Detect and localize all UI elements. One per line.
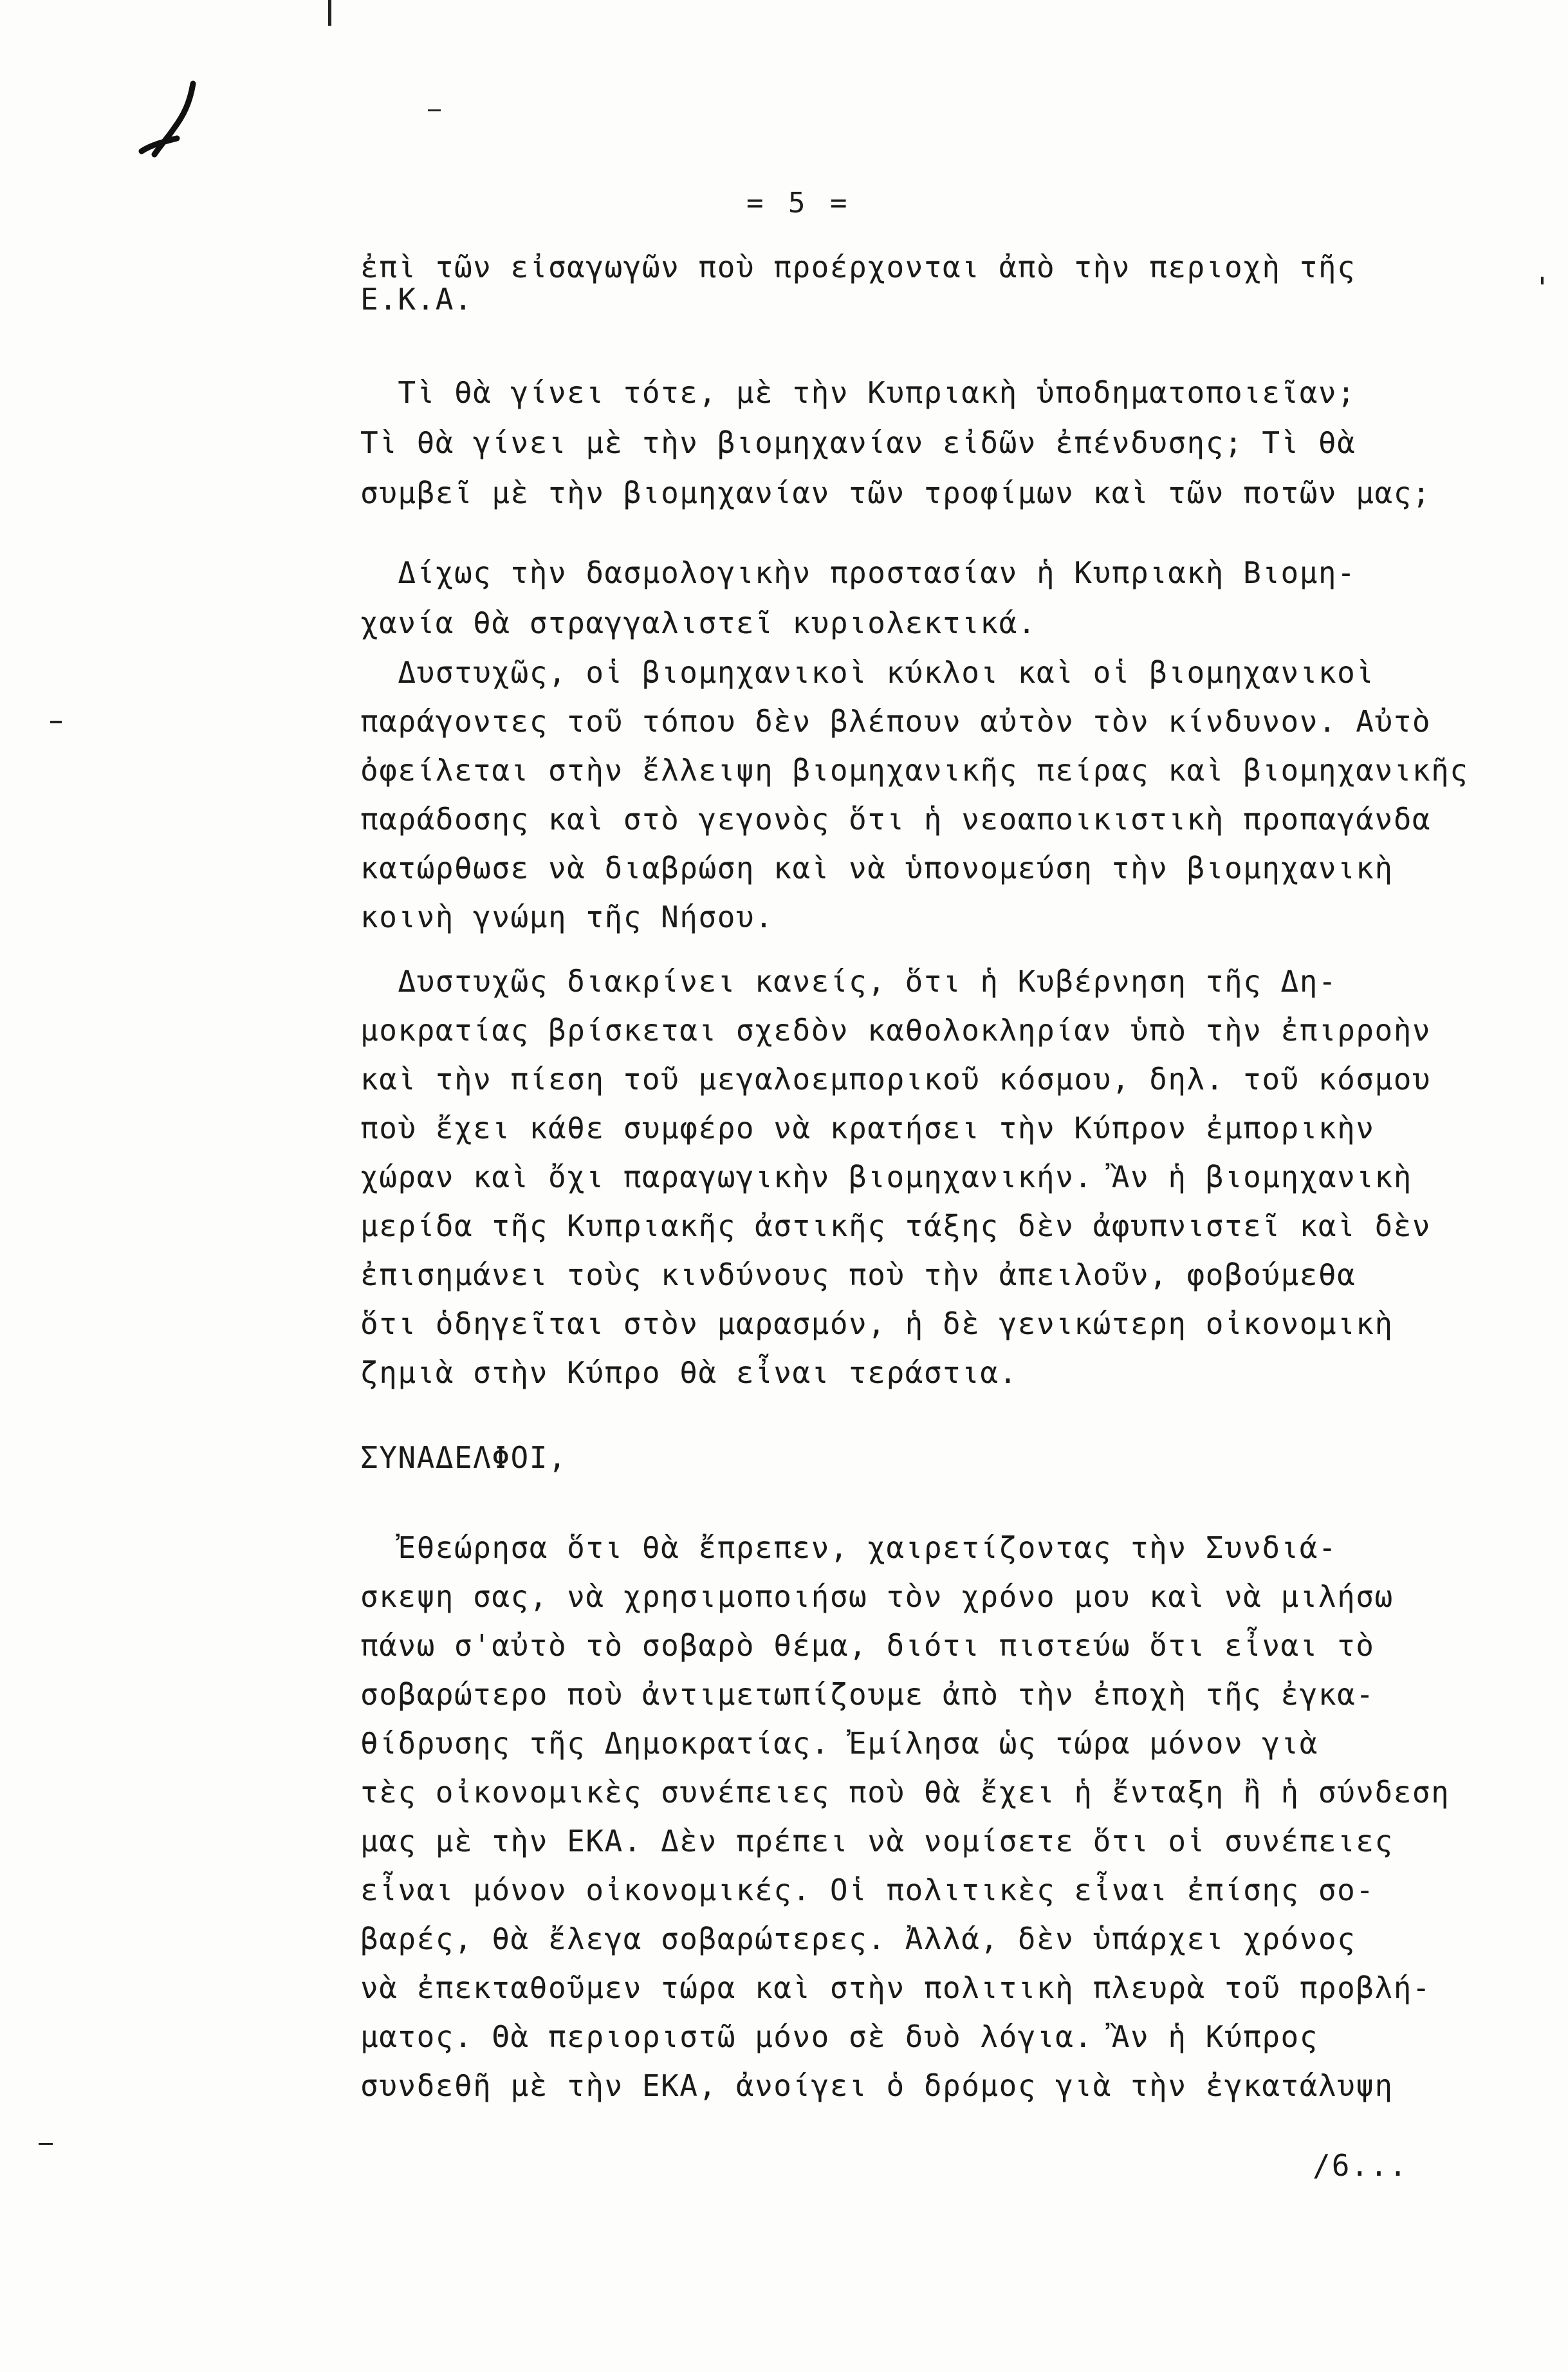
- paragraph: [360, 1532, 1512, 2102]
- continuation-marker: /6...: [1313, 2148, 1408, 2183]
- text-line: ὅτι ὁδηγεῖται στὸν μαρασμόν, ἡ δὲ γενικώτερη οἰκονομικὴ: [360, 1306, 1394, 1341]
- text-line: Ἐθεώρησα ὅτι θὰ ἔπρεπεν, χαιρετίζοντας τὴν Συνδιά-: [360, 1530, 1338, 1565]
- text-line: τὲς οἰκονομικὲς συνέπειες ποὺ θὰ ἔχει ἡ ἔνταξη ἢ ἡ σύνδεση: [360, 1775, 1450, 1810]
- paragraph: [360, 376, 1512, 509]
- text-line: παράγοντες τοῦ τόπου δὲν βλέπουν αὐτὸν τὸν κίνδυνον. Αὐτὸ: [360, 704, 1432, 739]
- handwritten-mark: [129, 77, 219, 174]
- text-line: Τὶ θὰ γίνει τότε, μὲ τὴν Κυπριακὴ ὑποδηματοποιεῖαν;: [360, 375, 1356, 410]
- section-heading: ΣΥΝΑΔΕΛΦΟΙ,: [360, 1440, 567, 1475]
- text-line: Τὶ θὰ γίνει μὲ τὴν βιομηχανίαν εἰδῶν ἐπένδυσης; Τὶ θὰ: [360, 425, 1356, 460]
- text-line: ζημιὰ στὴν Κύπρο θὰ εἶναι τεράστια.: [360, 1355, 1018, 1390]
- stray-mark-right: [1541, 277, 1544, 284]
- text-line: χανία θὰ στραγγαλιστεῖ κυριολεκτικά.: [360, 606, 1037, 640]
- text-line: συμβεῖ μὲ τὴν βιομηχανίαν τῶν τροφίμων καὶ τῶν ποτῶν μας;: [360, 476, 1432, 510]
- text-line: ἐπὶ τῶν εἰσαγωγῶν ποὺ προέρχονται ἀπὸ τὴν περιοχὴ τῆς: [360, 250, 1356, 284]
- text-line: Δυστυχῶς, οἱ βιομηχανικοὶ κύκλοι καὶ οἱ βιομηχανικοὶ: [360, 655, 1375, 690]
- text-line: σοβαρώτερο ποὺ ἀντιμετωπίζουμε ἀπὸ τὴν ἐποχὴ τῆς ἐγκα-: [360, 1677, 1375, 1712]
- text-line: βαρές, θὰ ἔλεγα σοβαρώτερες. Ἀλλά, δὲν ὑπάρχει χρόνος: [360, 1922, 1356, 1956]
- text-line: σκεψη σας, νὰ χρησιμοποιήσω τὸν χρόνο μου καὶ νὰ μιλήσω: [360, 1579, 1394, 1614]
- text-line: ὀφείλεται στὴν ἔλλειψη βιομηχανικῆς πείρας καὶ βιομηχανικῆς: [360, 753, 1469, 788]
- text-line: Ε.Κ.Α.: [360, 282, 474, 317]
- text-line: Δυστυχῶς διακρίνει κανείς, ὅτι ἡ Κυβέρνηση τῆς Δη-: [360, 964, 1338, 999]
- text-line: θίδρυσης τῆς Δημοκρατίας. Ἐμίλησα ὡς τώρα μόνον γιὰ: [360, 1726, 1318, 1761]
- text-line: ματος. Θὰ περιοριστῶ μόνο σὲ δυὸ λόγια. Ἂν ἡ Κύπρος: [360, 2019, 1318, 2054]
- paragraph: [360, 965, 1512, 1389]
- text-line: χώραν καὶ ὄχι παραγωγικὴν βιομηχανικήν. Ἂν ἡ βιομηχανικὴ: [360, 1160, 1412, 1194]
- paragraph: [360, 557, 1512, 639]
- text-line: ποὺ ἔχει κάθε συμφέρο νὰ κρατήσει τὴν Κύπρον ἐμπορικὴν: [360, 1111, 1375, 1145]
- stray-mark-dash: [428, 109, 441, 111]
- text-line: μερίδα τῆς Κυπριακῆς ἀστικῆς τάξης δὲν ἀφυπνιστεῖ καὶ δὲν: [360, 1209, 1432, 1243]
- text-line: νὰ ἐπεκταθοῦμεν τώρα καὶ στὴν πολιτικὴ πλευρὰ τοῦ προβλή-: [360, 1970, 1432, 2005]
- text-line: εἶναι μόνον οἰκονομικές. Οἱ πολιτικὲς εἶναι ἐπίσης σο-: [360, 1873, 1375, 1907]
- text-line: κατώρθωσε νὰ διαβρώση καὶ νὰ ὑπονομεύση τὴν βιομηχανικὴ: [360, 851, 1394, 885]
- stray-mark-left-2: [39, 2143, 53, 2145]
- stray-mark-left: [50, 721, 62, 723]
- text-line: ἐπισημάνει τοὺς κινδύνους ποὺ τὴν ἀπειλοῦν, φοβούμεθα: [360, 1257, 1356, 1292]
- text-line: μας μὲ τὴν ΕΚΑ. Δὲν πρέπει νὰ νομίσετε ὅτι οἱ συνέπειες: [360, 1824, 1394, 1858]
- text-line: πάνω σ'αὐτὸ τὸ σοβαρὸ θέμα, διότι πιστεύω ὅτι εἶναι τὸ: [360, 1628, 1375, 1663]
- text-line: καὶ τὴν πίεση τοῦ μεγαλοεμπορικοῦ κόσμου, δηλ. τοῦ κόσμου: [360, 1062, 1432, 1097]
- text-line: μοκρατίας βρίσκεται σχεδὸν καθολοκληρίαν ὑπὸ τὴν ἐπιρροὴν: [360, 1013, 1432, 1048]
- text-line: Δίχως τὴν δασμολογικὴν προστασίαν ἡ Κυπριακὴ Βιομη-: [360, 555, 1356, 590]
- text-line: παράδοσης καὶ στὸ γεγονὸς ὅτι ἡ νεοαποικιστικὴ προπαγάνδα: [360, 802, 1432, 837]
- text-line: κοινὴ γνώμη τῆς Νήσου.: [360, 900, 774, 934]
- stray-mark-top: [328, 0, 331, 26]
- paragraph: [360, 656, 1512, 933]
- text-line: συνδεθῆ μὲ τὴν ΕΚΑ, ἀνοίγει ὁ δρόμος γιὰ τὴν ἐγκατάλυψη: [360, 2068, 1394, 2103]
- paragraph: [360, 251, 1512, 315]
- page-number: = 5 =: [746, 187, 851, 219]
